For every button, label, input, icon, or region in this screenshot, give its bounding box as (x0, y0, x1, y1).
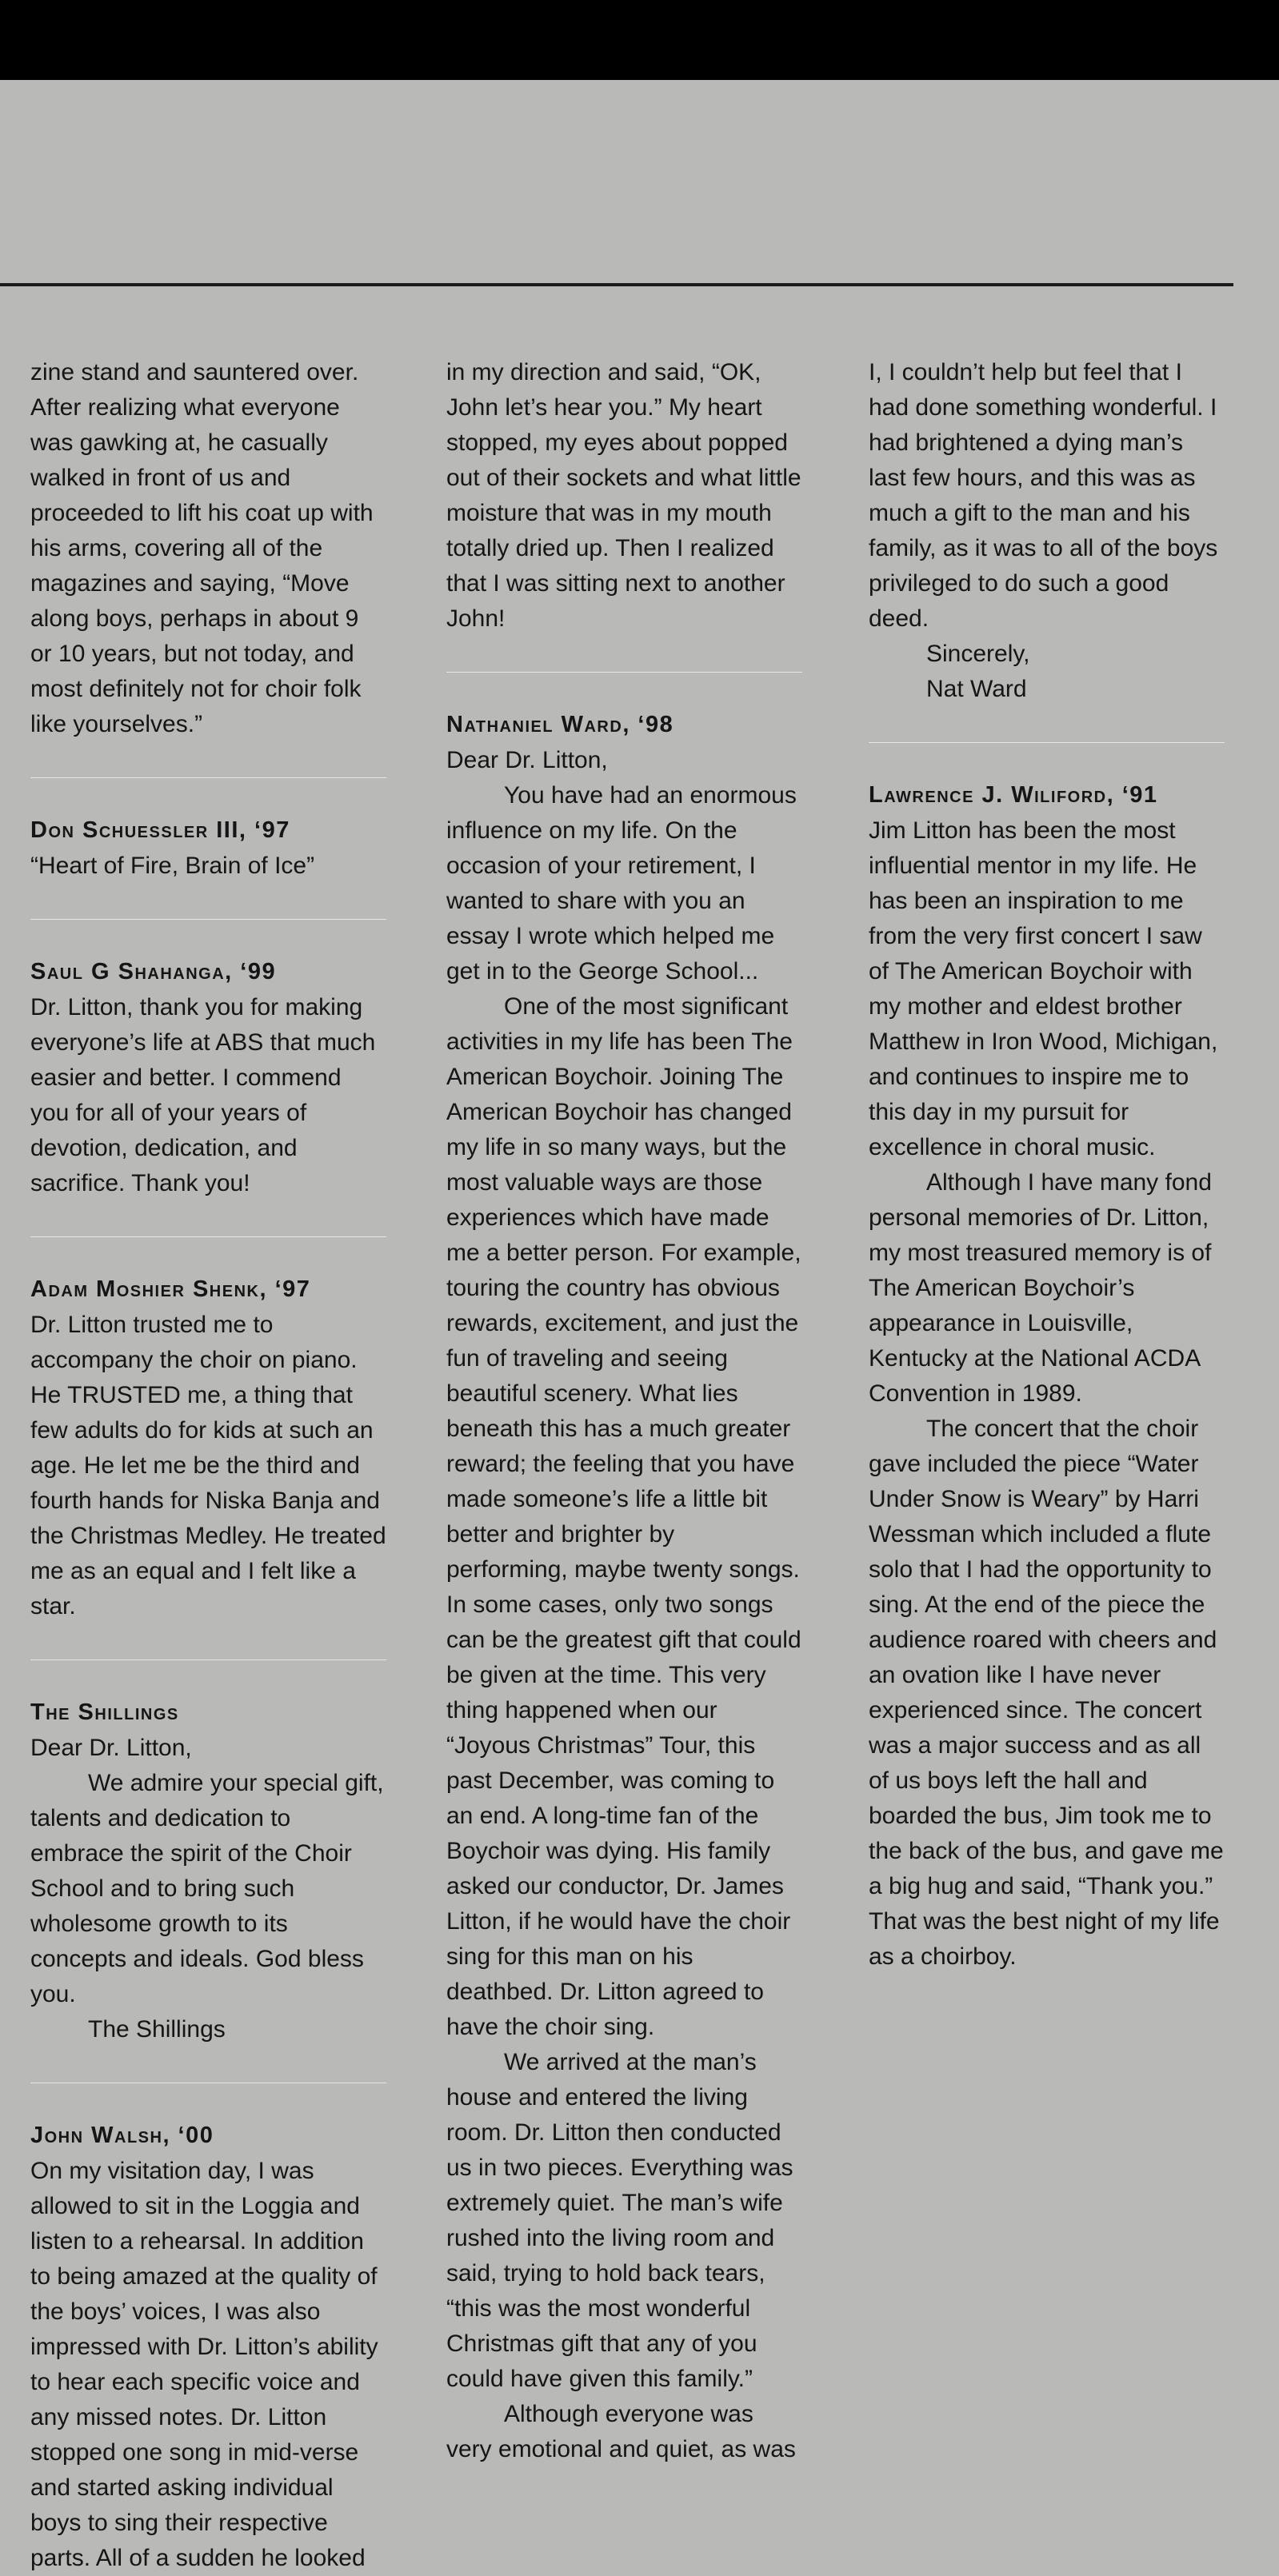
top-black-band (0, 0, 1279, 80)
entry-name-walsh: John Walsh, ‘00 (30, 2123, 214, 2148)
paragraph: The concert that the choir gave included the piece “Water Under Snow is Weary” by Harri Wessman which included a flute solo that I had the opportunity to sing. At the end of the piece the audience roared with cheers and an ovation like I have never experienced since. The concert was a major success and as all of us boys left the hall and boarded the bus, Jim took me to the back of the bus, and gave me a big hug and said, “Thank you.” That was the best night of my life as a choirboy. (869, 1416, 1224, 1970)
entry-text-schuessler: “Heart of Fire, Brain of Ice” (30, 853, 315, 879)
header-rule (0, 283, 1233, 286)
salutation: Dear Dr. Litton, (446, 747, 608, 773)
paragraph: Although I have many fond personal memories of Dr. Litton, my most treasured memory is of The American Boychoir’s appearance in Louisville, Kentucky at the National ACDA Convention in 1989. (869, 1169, 1212, 1407)
continued-paragraph: zine stand and sauntered over. After realizing what everyone was gawking at, he casually walked in front of us and proceeded to lift his coat up with his arms, covering all of the magazines and saying, “Move along boys, perhaps in about 9 or 10 years, but not today, and most definitely not for choir folk like yourselves.” (30, 359, 374, 737)
paragraph: Jim Litton has been the most influential mentor in my life. He has been an inspiration to me from the very first concert I saw of The American Boychoir with my mother and eldest brother Matthew in Iron Wood, Michigan, and continues to inspire me to this day in my pursuit for excellence in choral music. (869, 817, 1218, 1160)
entry-name-wiliford: Lawrence J. Wiliford, ‘91 (869, 782, 1158, 808)
entry-divider (30, 1659, 386, 1660)
entry-divider (446, 672, 802, 673)
entry-divider (30, 919, 386, 920)
continued-paragraph: in my direction and said, “OK, John let’s hear you.” My heart stopped, my eyes about popped out of their sockets and what little moisture that was in my mouth totally dried up. Then I realized that I was sitting next to another John! (446, 359, 801, 632)
column-2 (446, 355, 802, 2467)
paragraph: You have had an enormous influence on my life. On the occasion of your retirement, I wanted to share with you an essay I wrote which helped me get in to the George School... (446, 782, 797, 984)
entry-name-shenk: Adam Moshier Shenk, ‘97 (30, 1276, 311, 1302)
closing: Sincerely, (926, 641, 1030, 667)
entry-text-shahanga: Dr. Litton, thank you for making everyone’s life at ABS that much easier and better. I commend you for all of your years of devotion, dedication, and sacrifice. Thank you! (30, 994, 376, 1196)
entry-divider (869, 742, 1225, 743)
signoff: The Shillings (88, 2016, 226, 2043)
signature: Nat Ward (926, 676, 1027, 702)
entry-name-shahanga: Saul G Shahanga, ‘99 (30, 959, 277, 984)
paragraph: Although everyone was very emotional and quiet, as was (446, 2401, 796, 2462)
entry-text-shenk: Dr. Litton trusted me to accompany the choir on piano. He TRUSTED me, a thing that few adults do for kids at such an age. He let me be the third and fourth hands for Niska Banja and the Christmas Medley. He treated me as an equal and I felt like a star. (30, 1312, 386, 1619)
entry-divider (30, 1236, 386, 1237)
entry-text-shillings: We admire your special gift, talents and dedication to embrace the spirit of the Choir School and to bring such wholesome growth to its concepts and ideals. God bless you. (30, 1770, 384, 2007)
entry-name-schuessler: Don Schuessler III, ‘97 (30, 817, 290, 843)
paragraph: We arrived at the man’s house and entered the living room. Dr. Litton then conducted us in two pieces. Everything was extremely quiet. The man’s wife rushed into the living room and said, trying to hold back tears, “this was the most wonderful Christmas gift that any of you could have given this family.” (446, 2049, 793, 2392)
entry-text-walsh: On my visitation day, I was allowed to sit in the Loggia and listen to a rehearsal. In addition to being amazed at the quality of the boys’ voices, I was also impressed with Dr. Litton’s ability to hear each specific voice and any missed notes. Dr. Litton stopped one song in mid-verse and started asking individual boys to sing their respective parts. All of a sudden he looked (30, 2158, 378, 2571)
entry-divider (30, 777, 386, 778)
column-3 (869, 355, 1225, 1975)
salutation: Dear Dr. Litton, (30, 1735, 192, 1761)
entry-name-shillings: The Shillings (30, 1699, 179, 1725)
column-1 (30, 355, 386, 2576)
paragraph: One of the most significant activities in my life has been The American Boychoir. Joining The American Boychoir has changed my life in so many ways, but the most valuable ways are those experiences which have made me a better person. For example, touring the country has obvious rewards, excitement, and just the fun of traveling and seeing beautiful scenery. What lies beneath this has a much greater reward; the feeling that you have made someone’s life a little bit better and brighter by performing, maybe twenty songs. In some cases, only two songs can be the greatest gift that could be given at the time. This very thing happened when our “Joyous Christmas” Tour, this past December, was coming to an end. A long-time fan of the Boychoir was dying. His family asked our conductor, Dr. James Litton, if he would have the choir sing for this man on his deathbed. Dr. Litton agreed to have the choir sing. (446, 993, 801, 2040)
entry-name-ward: Nathaniel Ward, ‘98 (446, 712, 674, 737)
continued-paragraph: I, I couldn’t help but feel that I had done something wonderful. I had brightened a dying man’s last few hours, and this was as much a gift to the man and his family, as it was to all of the boys privileged to do such a good deed. (869, 359, 1218, 632)
